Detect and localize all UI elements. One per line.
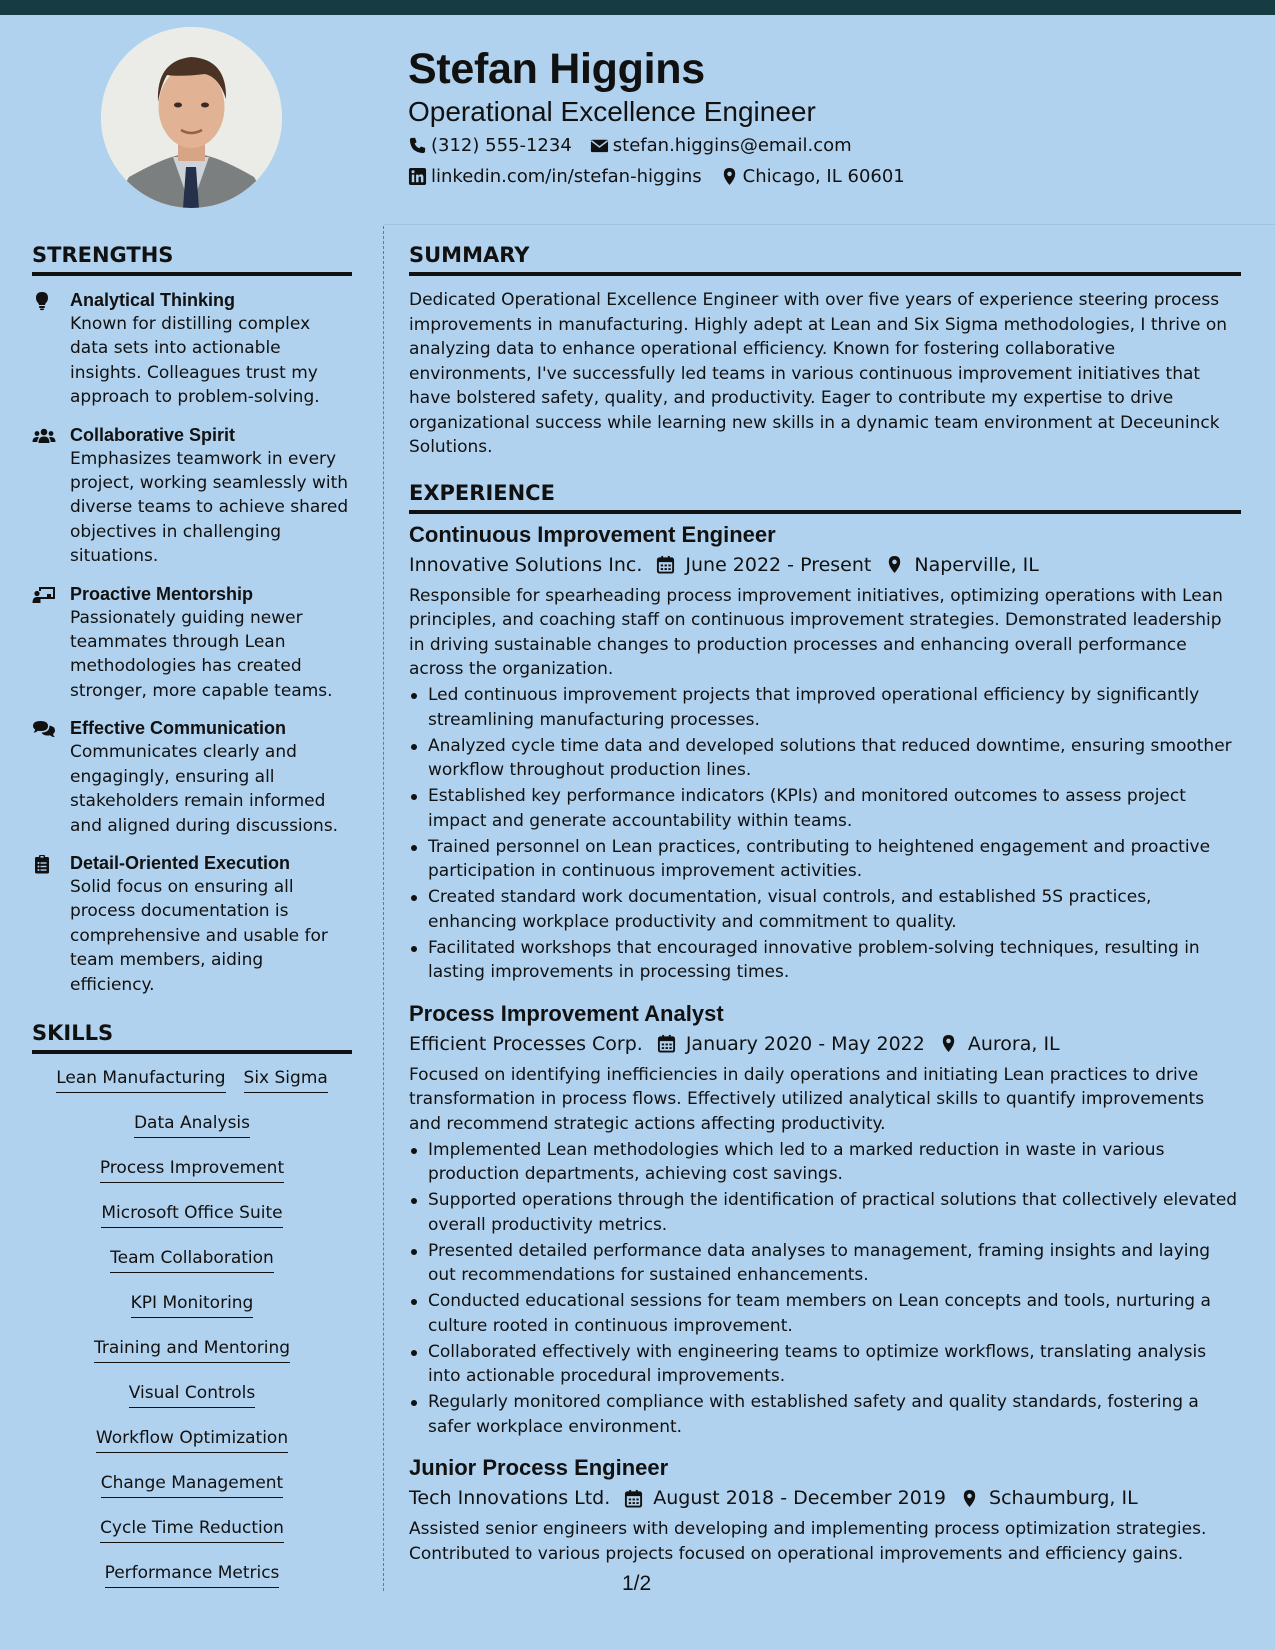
job-bullet: Conducted educational sessions for team members on Lean concepts and tools, nurturing a culture rooted in continuous improvement. [409,1289,1241,1338]
contact-row-1 [408,130,1248,161]
job-company: Innovative Solutions Inc. [409,553,643,576]
strength-name: Collaborative Spirit [70,424,236,445]
skill-tag: Change Management [101,1471,283,1498]
skill-tag: Training and Mentoring [94,1336,290,1363]
strength-item [32,288,352,410]
job-company: Tech Innovations Ltd. [409,1487,611,1509]
job-bullet: Analyzed cycle time data and developed solutions that reduced downtime, ensuring smoother workflow throughout production lines. [409,734,1241,783]
page-number: 1/2 [622,1572,652,1595]
profile-photo [101,27,282,208]
skill-tag: Data Analysis [134,1111,250,1138]
job-entry [409,520,1241,985]
calendar-icon [624,1489,643,1508]
strengths-heading: STRENGTHS [32,238,352,276]
users-icon [32,426,56,446]
job-entry [409,999,1241,1440]
map-pin-icon [885,555,904,574]
job-position: Process Improvement Analyst [409,1000,724,1026]
experience-heading: EXPERIENCE [409,476,1241,514]
map-pin-icon [960,1489,979,1508]
envelope-icon [590,136,609,155]
summary-text: Dedicated Operational Excellence Engineer with over five years of experience steering process improvements in manufacturing. Highly adept at Lean and Six Sigma methodologies, I thrive on analyzing data to enhance operational efficiency. Known for fostering collaborative environments, I've successfully led teams in various continuous improvement initiatives that have bolstered safety, quality, and productivity. Eager to contribute my expertise to drive organizational success while learning new skills in a dynamic team environment at Deceuninck Solutions. [409,290,1228,457]
header-divider [384,224,1275,225]
job-meta [409,1029,1241,1059]
strength-name: Analytical Thinking [70,290,236,310]
skills-list [32,1066,352,1606]
job-bullets [409,683,1241,985]
skill-tag: Visual Controls [129,1381,255,1408]
right-column [409,238,1241,1580]
strength-desc: Communicates clearly and engagingly, ensuring all stakeholders remain informed and aligned during discussions. [70,742,339,836]
calendar-icon [656,555,675,574]
job-bullet: Created standard work documentation, visual controls, and established 5S practices, enhancing workplace productivity and commitment to quality. [409,885,1241,934]
email-contact[interactable] [590,130,852,161]
left-column [32,238,352,1606]
job-bullet: Supported operations through the identification of practical solutions that collectively elevated overall productivity metrics. [409,1188,1241,1237]
skills-heading: SKILLS [32,1016,352,1054]
strength-desc: Emphasizes teamwork in every project, working seamlessly with diverse teams to achieve shared objectives in challenging situations. [70,448,349,567]
calendar-icon [657,1034,676,1053]
job-bullet: Regularly monitored compliance with established safety and quality standards, fostering a safer workplace environment. [409,1390,1241,1439]
email-text: stefan.higgins@email.com [612,135,852,156]
job-meta [409,550,1241,580]
strength-name: Detail-Oriented Execution [70,852,291,873]
job-location: Aurora, IL [967,1032,1060,1055]
job-bullet: Led continuous improvement projects that improved operational efficiency by significantly streamlining manufacturing processes. [409,683,1241,732]
map-pin-icon [720,167,739,186]
skill-tag: Lean Manufacturing [56,1066,225,1093]
strength-item [32,851,352,997]
strength-desc: Passionately guiding newer teammates through Lean methodologies has created stronger, more capable teams. [70,607,333,701]
job-bullet: Facilitated workshops that encouraged innovative problem-solving techniques, resulting in lasting improvements in processing times. [409,936,1241,985]
candidate-name: Stefan Higgins [408,45,705,93]
job-description: Focused on identifying inefficiencies in daily operations and initiating Lean practices to drive transformation in process flows. Effectively utilized analytical skills to quantify improvements and recommend strategic actions affecting productivity. [409,1064,1205,1134]
job-meta [409,1483,1241,1513]
strength-item [32,582,352,704]
job-dates: June 2022 - Present [685,553,872,576]
skill-tag: Workflow Optimization [96,1426,288,1453]
strength-item [32,423,352,569]
job-bullets [409,1138,1241,1440]
job-position: Continuous Improvement Engineer [409,521,776,547]
map-pin-icon [939,1034,958,1053]
job-bullet: Trained personnel on Lean practices, contributing to heightened engagement and proactive participation in continuous improvement activities. [409,835,1241,884]
job-bullet: Established key performance indicators (KPIs) and monitored outcomes to assess project impact and generate accountability within teams. [409,784,1241,833]
skill-tag: KPI Monitoring [131,1291,254,1318]
location-text: Chicago, IL 60601 [742,166,905,187]
skill-tag: Six Sigma [244,1066,328,1093]
job-title-headline: Operational Excellence Engineer [408,96,816,127]
experience-list [409,520,1241,1567]
job-bullet: Implemented Lean methodologies which led to a marked reduction in waste in various production departments, achieving cost savings. [409,1138,1241,1187]
job-location: Schaumburg, IL [989,1487,1138,1509]
comments-icon [32,719,56,739]
strength-desc: Solid focus on ensuring all process documentation is comprehensive and usable for team members, aiding efficiency. [70,876,328,995]
skill-tag: Cycle Time Reduction [100,1516,284,1543]
chalkboard-teacher-icon [32,585,56,605]
phone-icon [408,136,427,155]
skill-tag: Performance Metrics [105,1561,280,1588]
linkedin-text: linkedin.com/in/stefan-higgins [431,166,702,187]
phone-text: (312) 555-1234 [431,135,572,156]
job-bullet: Collaborated effectively with engineering teams to optimize workflows, translating analysis into actionable procedural improvements. [409,1340,1241,1389]
job-dates: August 2018 - December 2019 [653,1487,947,1509]
job-bullet: Presented detailed performance data analyses to management, framing insights and laying out recommendations for sustained enhancements. [409,1239,1241,1288]
job-description: Responsible for spearheading process improvement initiatives, optimizing operations with Lean principles, and coaching staff on continuous improvement strategies. Demonstrated leadership in driving sustainable changes to production processes and enhancing overall performance across the organization. [409,585,1223,679]
strength-name: Effective Communication [70,718,287,739]
summary-heading: SUMMARY [409,238,1241,276]
skill-tag: Microsoft Office Suite [101,1201,282,1228]
top-accent-bar [0,0,1275,15]
linkedin-icon [408,167,427,186]
job-entry [409,1453,1241,1566]
contact-row-2 [408,161,1248,192]
skill-tag: Team Collaboration [110,1246,274,1273]
job-location: Naperville, IL [914,553,1039,576]
job-dates: January 2020 - May 2022 [685,1032,925,1055]
linkedin-contact[interactable] [408,161,702,192]
resume-header [408,42,1248,192]
phone-contact[interactable] [408,130,572,161]
strength-desc: Known for distilling complex data sets into actionable insights. Colleagues trust my approach to problem-solving. [70,314,320,408]
strength-item [32,716,352,838]
strength-name: Proactive Mentorship [70,583,254,604]
column-divider [383,226,384,1591]
job-position: Junior Process Engineer [409,1455,669,1480]
job-description: Assisted senior engineers with developing and implementing process optimization strategies. Contributed to various projects focused on operational improvements and efficiency gains. [409,1519,1207,1564]
location-contact [720,161,905,192]
clipboard-list-icon [32,854,52,874]
job-company: Efficient Processes Corp. [409,1032,643,1055]
lightbulb-icon [32,291,52,311]
skill-tag: Process Improvement [100,1156,284,1183]
